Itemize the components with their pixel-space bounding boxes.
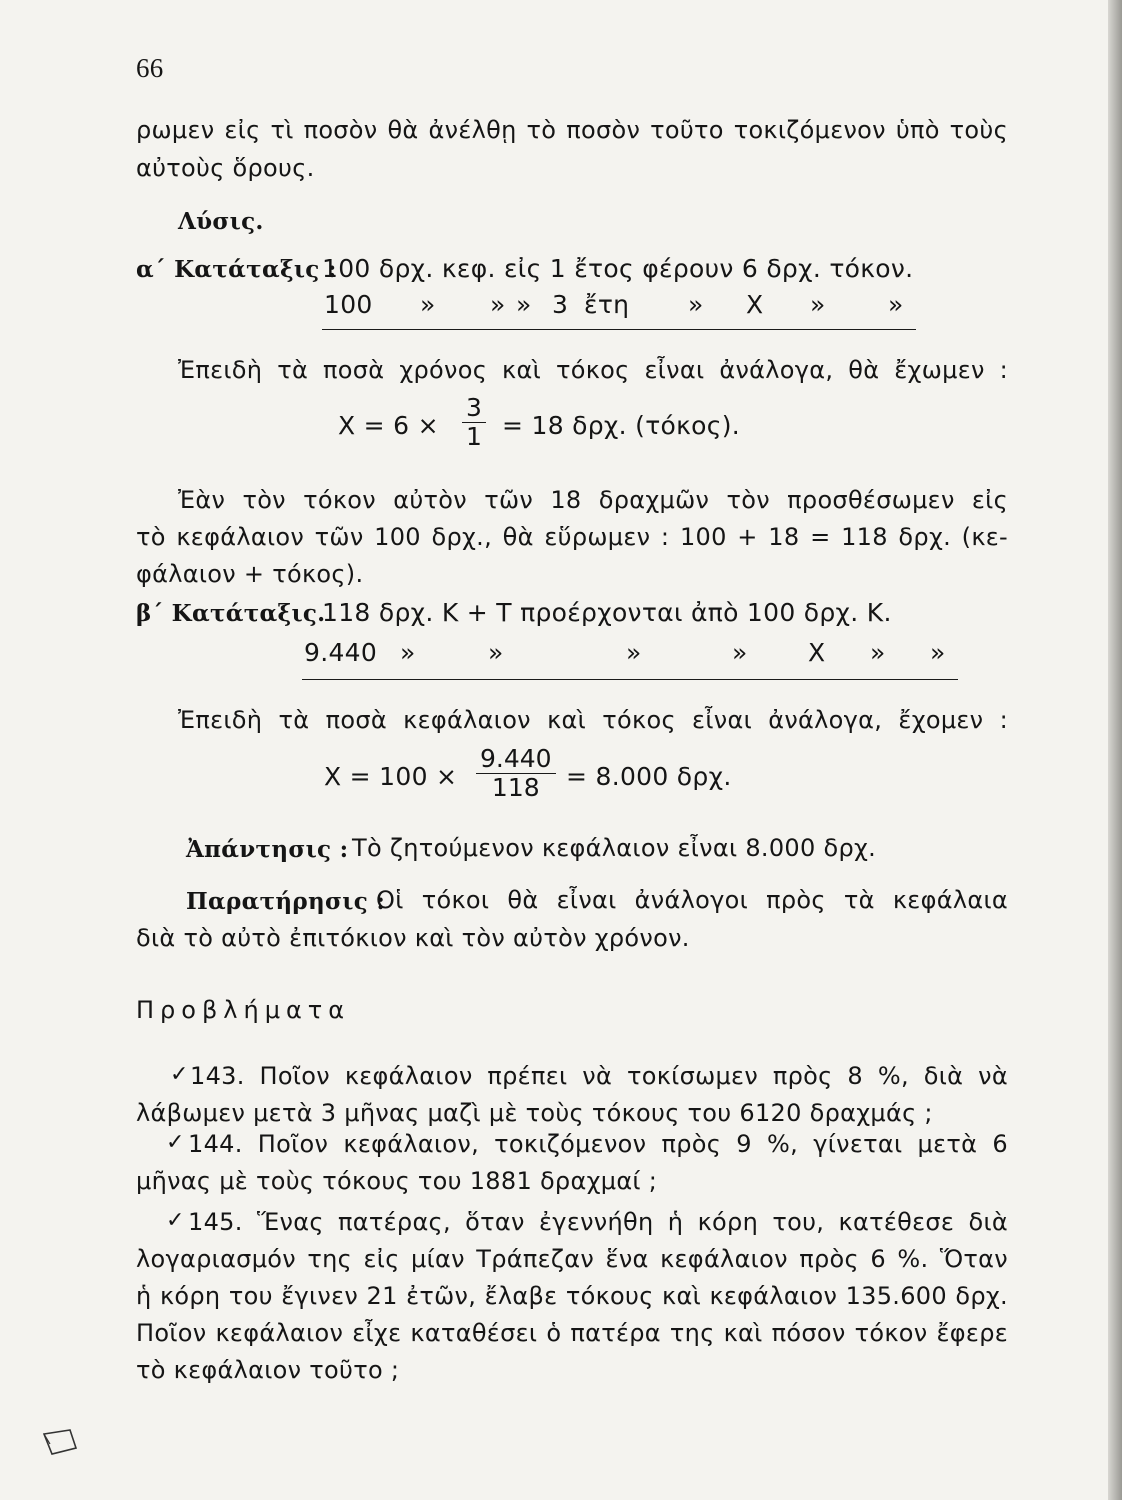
problem-143-check-icon: ✓ [170, 1062, 189, 1087]
first-arrangement-row-2-col-8: Χ [746, 290, 764, 319]
page-number: 66 [136, 53, 164, 83]
first-arrangement-label: α΄ Κατάταξις : [136, 256, 337, 283]
remark-label: Παρατήρησις : [186, 888, 386, 915]
first-arrangement-rule [322, 329, 916, 330]
problem-145-line-1: 145. Ἕνας πατέρας, ὅταν ἐγεννήθη ἡ κόρη του, κατέθεσε διὰ [188, 1208, 1008, 1236]
problem-144-check-icon: ✓ [166, 1130, 185, 1155]
remark-line-2: διὰ τὸ αὐτὸ ἐπιτόκιον καὶ τὸν αὐτὸν χρόνον. [136, 924, 690, 952]
first-arrangement-row-2-col-9: » [810, 290, 826, 319]
first-arrangement-row-2-col-7: » [688, 290, 704, 319]
page-edge-shadow [1108, 0, 1122, 1500]
first-arrangement-row-2-col-1: 100 [324, 290, 373, 319]
problem-144-line-1: 144. Ποῖον κεφάλαιον, τοκιζόμενον πρὸς 9 %, γίνεται μετὰ 6 [188, 1130, 1008, 1158]
problem-145-line-2: λογαριασμόν της εἰς μίαν Τράπεζαν ἕνα κεφάλαιον πρὸς 6 %. Ὅταν [136, 1245, 1008, 1273]
problem-143-line-1: 143. Ποῖον κεφάλαιον πρέπει νὰ τοκίσωμεν πρὸς 8 %, διὰ νὰ [190, 1062, 1008, 1090]
first-arrangement-row-2-col-10: » [888, 290, 904, 319]
pencil-doodle-icon [40, 1424, 84, 1460]
first-arrangement-row-2-col-4: » [516, 290, 532, 319]
formula-2-lhs: Χ = 100 × [324, 762, 458, 791]
add-paragraph-line-3: φάλαιον + τόκος). [136, 560, 364, 588]
first-arrangement-row-2-col-3: » [490, 290, 506, 319]
solution-heading: Λύσις. [178, 208, 264, 235]
answer-label: Ἀπάντησις : [186, 836, 349, 863]
first-arrangement-row-2-col-2: » [420, 290, 436, 319]
second-arrangement-row-2-col-3: » [488, 638, 504, 667]
remark-line-1: Οἱ τόκοι θὰ εἶναι ἀνάλογοι πρὸς τὰ κεφάλαια [376, 886, 1008, 914]
formula-2-fraction [476, 745, 556, 802]
problem-144-line-2: μῆνας μὲ τοὺς τόκους του 1881 δραχμαί ; [136, 1167, 658, 1195]
formula-1-rhs: = 18 δρχ. (τόκος). [502, 411, 741, 440]
second-arrangement-rule [302, 679, 958, 680]
problems-heading: Προβλήματα [136, 996, 351, 1024]
formula-2-numerator: 9.440 [476, 745, 556, 774]
answer-text: Τὸ ζητούμενον κεφάλαιον εἶναι 8.000 δρχ. [352, 834, 877, 862]
since-statement-2: Ἐπειδὴ τὰ ποσὰ κεφάλαιον καὶ τόκος εἶναι ἀνάλογα, ἔχομεν : [178, 706, 1008, 734]
add-paragraph-line-1: Ἐὰν τὸν τόκον αὐτὸν τῶν 18 δραχμῶν τὸν προσθέσωμεν εἰς [178, 486, 1008, 514]
formula-2-rhs: = 8.000 δρχ. [566, 762, 732, 791]
second-arrangement-row-2-col-5: » [732, 638, 748, 667]
formula-1-fraction [462, 394, 486, 451]
intro-line-2: αὐτοὺς ὅρους. [136, 154, 315, 182]
second-arrangement-row-2-col-2: » [400, 638, 416, 667]
formula-1-denominator: 1 [466, 422, 482, 451]
second-arrangement-row-2-col-7: » [870, 638, 886, 667]
second-arrangement-row-2-col-6: Χ [808, 638, 826, 667]
second-arrangement-row-2-col-1: 9.440 [304, 638, 378, 667]
formula-2-denominator: 118 [491, 773, 540, 802]
second-arrangement-row-2-col-8: » [930, 638, 946, 667]
problem-143-line-2: λάβωμεν μετὰ 3 μῆνας μαζὶ μὲ τοὺς τόκους του 6120 δραχμάς ; [136, 1099, 933, 1127]
first-arrangement-row-2-col-6: ἔτη [584, 290, 630, 319]
problem-145-line-3: ἡ κόρη του ἔγινεν 21 ἐτῶν, ἔλαβε τόκους καὶ κεφάλαιον 135.600 δρχ. [136, 1282, 1008, 1310]
second-arrangement-row-1: 118 δρχ. Κ + Τ προέρχονται ἀπὸ 100 δρχ. Κ. [322, 598, 892, 627]
add-paragraph-line-2: τὸ κεφάλαιον τῶν 100 δρχ., θὰ εὕρωμεν : 100 + 18 = 118 δρχ. (κε- [136, 523, 1008, 551]
problem-145-line-5: τὸ κεφάλαιον τοῦτο ; [136, 1356, 400, 1384]
problem-145-check-icon: ✓ [166, 1208, 185, 1233]
first-arrangement-row-1: 100 δρχ. κεφ. εἰς 1 ἔτος φέρουν 6 δρχ. τόκον. [322, 254, 914, 283]
second-arrangement-label: β΄ Κατάταξις. [136, 600, 326, 627]
first-arrangement-row-2-col-5: 3 [552, 290, 569, 319]
formula-1-lhs: Χ = 6 × [338, 411, 439, 440]
formula-1-numerator: 3 [462, 394, 486, 423]
problem-145-line-4: Ποῖον κεφάλαιον εἶχε καταθέσει ὁ πατέρα της καὶ πόσον τόκον ἔφερε [136, 1319, 1008, 1347]
second-arrangement-row-2-col-4: » [626, 638, 642, 667]
since-statement-1: Ἐπειδὴ τὰ ποσὰ χρόνος καὶ τόκος εἶναι ἀνάλογα, θὰ ἔχωμεν : [178, 356, 1008, 384]
intro-line-1: ρωμεν εἰς τὶ ποσὸν θὰ ἀνέλθῃ τὸ ποσὸν τοῦτο τοκιζόμενον ὑπὸ τοὺς [136, 116, 1008, 144]
